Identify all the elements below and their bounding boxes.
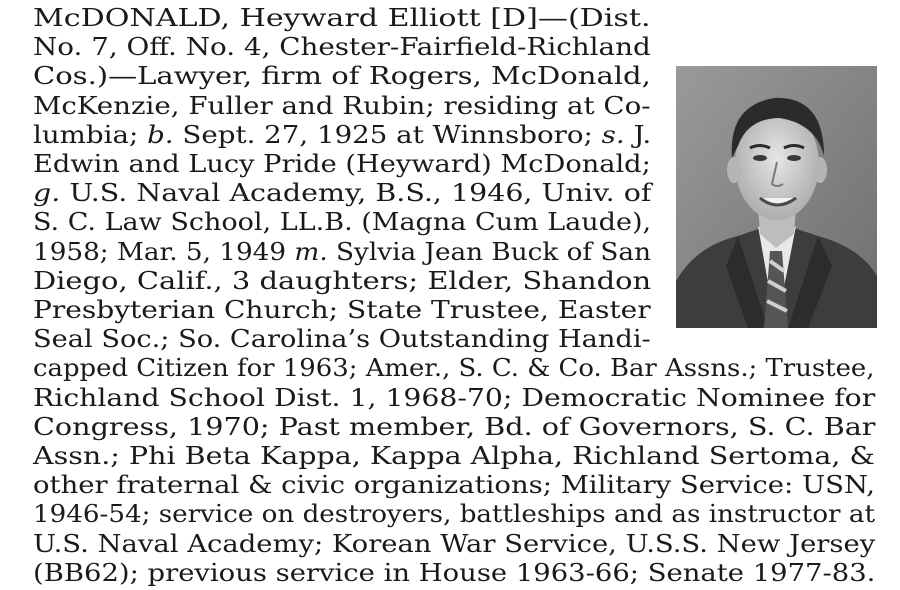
biography-text-segment: No. 7, Off. No. 4, Chester-Fairfield-Richland [33,33,651,62]
portrait-icon [676,66,877,328]
biography-text-segment: (BB62); previous service in House 1963-66; Senate 1977-83. [33,558,876,587]
biography-line [33,150,651,179]
biography-text-segment: Assn.; Phi Beta Kappa, Kappa Alpha, Richland Sertoma, & [33,442,875,470]
biography-line [33,208,651,237]
biography-text-segment: b. [147,120,174,149]
portrait-photo [676,66,877,328]
biography-text-segment: Presbyterian Church; State Trustee, Easter [33,296,651,324]
biography-text-segment: U.S. Naval Academy, B.S., 1946, Univ. of [60,179,652,208]
biography-text-segment: lumbia; [33,120,148,149]
biography-line [33,238,651,267]
biography-line [33,62,651,91]
biography-line [33,33,651,62]
biography-text-segment: Sylvia Jean Buck of San [327,237,651,266]
biography-line [33,121,651,150]
biography-line [33,500,875,529]
biography-text-segment: other fraternal & civic organizations; Military Service: USN, [33,471,875,500]
biography-text-segment: g. [33,179,61,208]
biography-line [33,413,875,442]
biography-text-segment: Congress, 1970; Past member, Bd. of Governors, S. C. Bar [33,412,876,441]
biography-text-segment: 1946-54; service on destroyers, battleships and as instructor at [33,500,875,529]
biography-line [33,354,874,383]
biography-line [33,442,875,471]
biography-text-segment: Edwin and Lucy Pride (Heyward) McDonald; [33,150,651,178]
biography-text-segment: McKenzie, Fuller and Rubin; residing at Co- [33,91,651,120]
biography-text-segment: m. [294,237,328,266]
biography-text-segment: Richland School Dist. 1, 1968-70; Democratic Nominee for [33,383,876,412]
biography-text-segment: McDONALD, Heyward Elliott [D]—(Dist. [33,4,651,32]
biography-line [33,559,875,588]
biography-line [33,384,875,413]
biography-text-segment: Diego, Calif., 3 daughters; Elder, Shandon [33,266,652,295]
biography-line [33,92,651,121]
biography-text-segment: S. C. Law School, LL.B. (Magna Cum Laude), [33,208,652,237]
biography-line [33,296,651,325]
biography-text-segment: U.S. Naval Academy; Korean War Service, U.S.S. New Jersey [33,529,876,558]
biography-text-segment: Sept. 27, 1925 at Winnsboro; [173,120,602,149]
biography-line [33,179,651,208]
biography-line [33,325,651,354]
biography-line [33,471,875,500]
biography-text-segment: s. [601,120,625,149]
biography-text-segment: capped Citizen for 1963; Amer., S. C. & Co. Bar Assns.; Trustee, [33,354,875,383]
biography-line [33,4,651,33]
biography-line [33,267,651,296]
biography-text-segment: Cos.)—Lawyer, firm of Rogers, McDonald, [33,62,651,91]
biography-text-segment: J. [624,120,652,149]
biography-text-segment: Seal Soc.; So. Carolina’s Outstanding Handi- [33,325,651,354]
biography-line [33,530,875,559]
biography-text-segment: 1958; Mar. 5, 1949 [33,237,295,266]
